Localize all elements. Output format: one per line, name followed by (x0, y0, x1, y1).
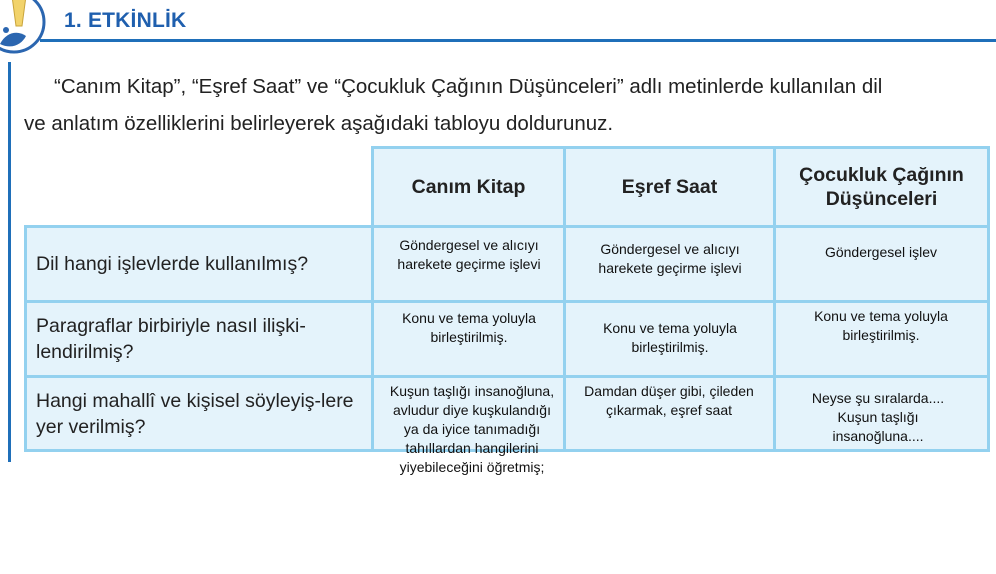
question-row-2: Paragraflar birbiriyle nasıl ilişki-lendirilmiş? (24, 300, 374, 378)
activity-title: 1. ETKİNLİK (64, 9, 187, 32)
question-row-3: Hangi mahallî ve kişisel söyleyiş-lere yer verilmiş? (24, 375, 374, 452)
header-esref-saat: Eşref Saat (563, 146, 776, 228)
instruction-line-2: ve anlatım özelliklerini belirleyerek aşağıdaki tabloyu doldurunuz. (24, 112, 614, 135)
answer-cell-r1-c3[interactable] (773, 225, 990, 303)
title-divider (40, 39, 996, 42)
answer-text-r1-c1: Göndergesel ve alıcıyı harekete geçirme işlevi (397, 237, 541, 272)
answer-text-r1-c2: Göndergesel ve alıcıyı harekete geçirme işlevi (598, 241, 742, 276)
header-canim-kitap: Canım Kitap (371, 146, 566, 228)
answer-text-r3-c1: Kuşun taşlığı insanoğluna, avludur diye kuşkulandığı ya da iyice tanımadığı tahıllardan hangilerini yiyebileceğini öğretmiş; (389, 383, 555, 475)
answer-text-r1-c3: Göndergesel işlev (824, 244, 938, 260)
activity-logo (0, 0, 52, 64)
answer-text-r2-c1: Konu ve tema yoluyla birleştirilmiş. (402, 310, 536, 345)
answer-text-r3-c3: Neyse şu sıralarda.... Kuşun taşlığı insanoğluna.... (811, 390, 945, 444)
header-cocukluk-cagi: Çocukluk Çağının Düşünceleri (773, 146, 990, 228)
answer-text-r2-c3: Konu ve tema yoluyla birleştirilmiş. (814, 308, 948, 343)
instruction-line-1: “Canım Kitap”, “Eşref Saat” ve “Çocukluk Çağının Düşünceleri” adlı metinlerde kullanılan dil (54, 75, 883, 98)
side-divider (8, 62, 11, 462)
answer-text-r3-c2: Damdan düşer gibi, çileden çıkarmak, eşref saat (584, 383, 754, 418)
instruction-text (24, 68, 984, 142)
question-row-1: Dil hangi işlevlerde kullanılmış? (24, 225, 374, 303)
answer-text-r2-c2: Konu ve tema yoluyla birleştirilmiş. (603, 320, 737, 355)
